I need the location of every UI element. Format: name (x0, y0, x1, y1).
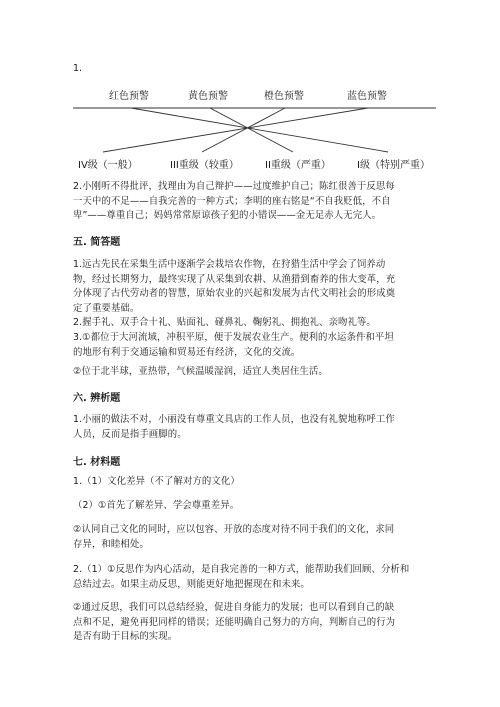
text-line: 2.小刚听不得批评，找理由为自己辩护——过度维护自己；陈红很善于反思每 (73, 181, 395, 192)
top-label-red: 红色预警 (109, 91, 149, 102)
connector-orange (202, 108, 285, 152)
section-7-heading: 七. 材料题 (73, 457, 121, 468)
section-5-answers (73, 258, 433, 360)
text-line: 一天中的不足——自我完善的一种方式；李明的座右铭是“不自我贬低，不自 (73, 195, 391, 207)
top-label-yellow: 黄色预警 (188, 91, 228, 102)
section-6-answer (73, 413, 433, 442)
bottom-label-iii: III重级（较重） (170, 160, 239, 171)
connector-blue (103, 108, 368, 152)
connector-yellow (210, 108, 293, 152)
text-line: 存异，和睦相处。 (73, 538, 149, 550)
text-line: 卑”——尊重自己；妈妈常常原谅孩子犯的小错误——金无足赤人无完人。 (73, 210, 382, 222)
text-line: 总结过去。如果主动反思，则能更好地把握现在和未来。 (73, 578, 310, 590)
connector-red (131, 108, 388, 152)
text-line: 是否有助于目标的实现。 (73, 631, 178, 643)
section-7-p5 (73, 601, 433, 645)
text-line: 3.①都位于大河流域，冲积平原，便于发展农业生产。便利的水运条件和平坦 (73, 331, 394, 343)
text-line: 1.小丽的做法不对，小丽没有尊重文具店的工作人员，也没有礼貌地称呼工作 (73, 414, 395, 425)
text-line: 点和不足，避免再犯同样的错误；还能明确自己努力的方向，判断自己的行为 (73, 616, 396, 628)
section-5-heading: 五. 简答题 (73, 237, 121, 248)
section-7-p3 (73, 523, 433, 552)
section-7-p2: （2）①首先了解差异、学会尊重差异。 (73, 500, 240, 511)
section-7-p1: 1.（1）文化差异（不了解对方的文化） (73, 476, 240, 487)
text-line: 物，经过长期努力，最终实现了从采集到农耕、从渔猎到畜养的伟大变革，充 (73, 273, 396, 285)
text-line: 1.远古先民在采集生活中逐渐学会栽培农作物，在狩猎生活中学会了饲养动 (73, 259, 386, 270)
text-line: 分体现了古代劳动者的智慧，原始农业的兴起和发展为古代文明社会的形成奠 (73, 288, 396, 300)
question-2-answer (73, 180, 433, 224)
connector-lines (103, 108, 388, 152)
bottom-label-iv: IV级（一般） (78, 160, 138, 171)
text-line: 的地形有利于交通运输和贸易还有经济，文化的交流。 (73, 346, 301, 358)
bottom-label-i: I级（特别严重） (357, 160, 430, 171)
bottom-label-ii: II重级（严重） (265, 160, 331, 171)
text-line: ②认同自己文化的同时，应以包容、开放的态度对待不同于我们的文化，求同 (73, 524, 395, 535)
top-label-blue: 蓝色预警 (347, 91, 387, 102)
section-6-heading: 六. 辨析题 (73, 393, 121, 404)
text-line: 2.握手礼、双手合十礼、贴面礼、碰鼻礼、鞠躬礼、拥抱礼、亲吻礼等。 (73, 317, 376, 329)
text-line: 2.（1）①反思作为内心活动，是自我完善的一种方式，能帮助我们回顾、分析和 (73, 564, 410, 575)
text-line: 定了重要基础。 (73, 302, 140, 314)
text-line: ②通过反思，我们可以总结经验，促进自身能力的发展；也可以看到自己的缺 (73, 602, 395, 613)
top-label-orange: 橙色预警 (264, 91, 304, 102)
matching-diagram (0, 0, 500, 180)
text-line: 人员，反而是指手画脚的。 (73, 428, 187, 440)
question-1-number: 1. (73, 63, 82, 74)
section-7-p4 (73, 563, 433, 592)
section-5-extra: ②位于北半球，亚热带，气候温暖湿润，适宜人类居住生活。 (73, 366, 328, 377)
